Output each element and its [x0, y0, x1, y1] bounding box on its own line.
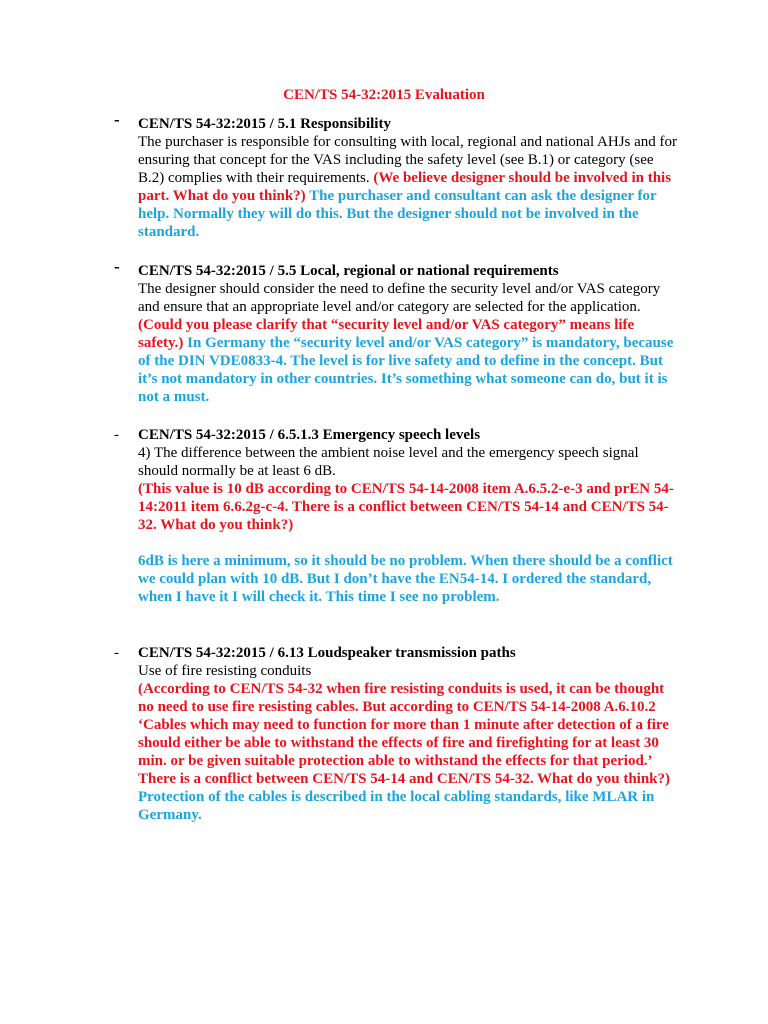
page-title: CEN/TS 54-32:2015 Evaluation — [283, 87, 485, 103]
section-body-text: The purchaser is responsible for consulting with local, regional and national AHJs and for ensuring that concept for the VAS including the safety level (see B.1) or category (see B.2) complies with their requirements. — [138, 134, 678, 186]
answer-text: In Germany the “security level and/or VAS category” is mandatory, because of the DIN VDE0833-4. The level is for live safety and to define in the concept. But it’s not mandatory in other countries. It’s something what someone can do, but it is not a must. — [138, 335, 674, 405]
question-text: (We believe designer should be involved in this part. What do you think?) — [138, 170, 672, 204]
section-content — [138, 280, 678, 406]
answer-text: Protection of the cables is described in the local cabling standards, like MLAR in Germany. — [138, 789, 655, 823]
question-text: (According to CEN/TS 54-32 when fire resisting conduits is used, it can be thought no need to use fire resisting cables. But according to CEN/TS 54-14-2008 A.6.10.2 ‘Cables which may need to function for more than 1 minute after detection of a fire should either be able to withstand the effects of fire and firefighting for at least 30 min. or be given suitable protection able to withstand the effects for that period.’ There is a conflict between CEN/TS 54-14 and CEN/TS 54-32. What do you think?) — [138, 681, 671, 787]
section-body-text: The designer should consider the need to define the security level and/or VAS category and ensure that an appropriate level and/or category are selected for the application. — [138, 281, 661, 315]
question-text: (This value is 10 dB according to CEN/TS 54-14-2008 item A.6.5.2-e-3 and prEN 54-14:2011 item 6.6.2g-c-4. There is a conflict between CEN/TS 54-14 and CEN/TS 54-32. What do you think?) — [138, 481, 674, 533]
section-body-text: 4) The difference between the ambient noise level and the emergency speech signal should normally be at least 6 dB. — [138, 445, 639, 479]
section-emergency-speech-levels — [114, 426, 678, 606]
bullet-marker: - — [114, 645, 119, 661]
bullet-marker: - — [114, 427, 119, 443]
section-heading: CEN/TS 54-32:2015 / 5.1 Responsibility — [138, 116, 391, 132]
section-content — [138, 133, 678, 241]
section-heading: CEN/TS 54-32:2015 / 6.5.1.3 Emergency speech levels — [138, 427, 481, 443]
answer-text: The purchaser and consultant can ask the designer for help. Normally they will do this. But the designer should not be involved in the standard. — [138, 188, 657, 240]
section-local-requirements — [114, 257, 678, 406]
section-body-text: Use of fire resisting conduits — [138, 663, 312, 679]
answer-text: 6dB is here a minimum, so it should be no problem. When there should be a conflict we could plan with 10 dB. But I don’t have the EN54-14. I ordered the standard, when I have it I will check it. This time I see no problem. — [138, 553, 673, 605]
question-text: (Could you please clarify that “security level and/or VAS category” means life safety.) — [138, 317, 635, 351]
bullet-marker: - — [114, 257, 120, 276]
section-heading: CEN/TS 54-32:2015 / 5.5 Local, regional or national requirements — [138, 263, 559, 279]
section-heading: CEN/TS 54-32:2015 / 6.13 Loudspeaker transmission paths — [138, 645, 516, 661]
section-responsibility — [114, 110, 678, 241]
section-loudspeaker-paths — [114, 644, 678, 824]
bullet-marker: - — [114, 110, 120, 129]
